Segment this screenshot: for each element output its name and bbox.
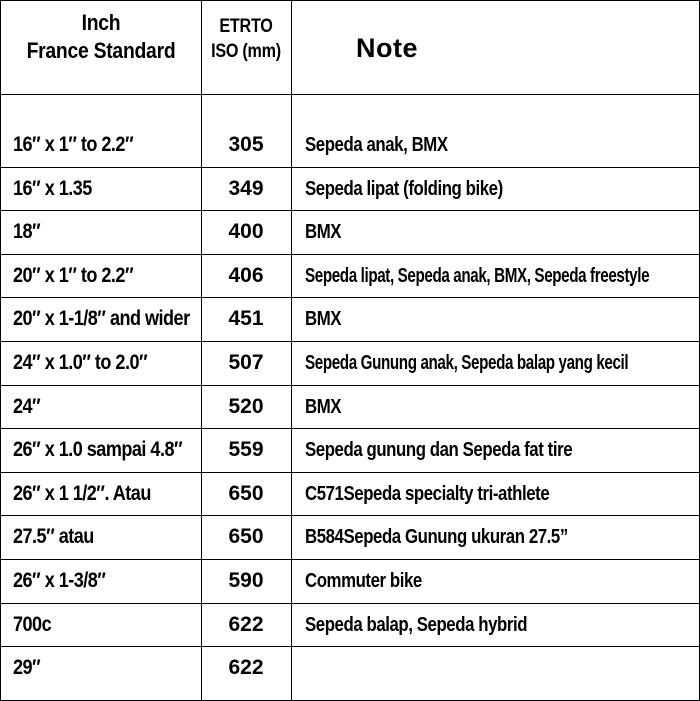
row-divider: [1, 167, 699, 168]
etrto-iso-mm: 406: [228, 264, 264, 287]
table-row: [1, 472, 699, 516]
table-row: [1, 167, 699, 211]
etrto-iso-mm: 305: [228, 133, 264, 156]
tire-size-inch: 24″ x 1.0″ to 2.0″: [13, 351, 148, 374]
tire-size-inch: 24″: [13, 395, 41, 418]
tire-note: [305, 646, 691, 690]
tire-size-inch: 18″: [13, 220, 41, 243]
tire-size-inch: 26″ x 1.0 sampai 4.8″: [13, 438, 183, 461]
header-etrto: ETRTO: [219, 16, 273, 37]
tire-note: Sepeda balap, Sepeda hybrid: [305, 614, 528, 636]
etrto-iso-mm: 650: [228, 525, 264, 548]
table-row: [1, 254, 699, 298]
row-divider: [1, 428, 699, 429]
tire-size-inch: 29″: [13, 656, 41, 679]
table-row: [1, 123, 699, 167]
header-iso-mm: ISO (mm): [211, 41, 281, 62]
etrto-iso-mm: 400: [228, 220, 264, 243]
etrto-iso-mm: 349: [228, 177, 264, 200]
tire-note: Commuter bike: [305, 570, 422, 592]
table-row: [1, 515, 699, 559]
tire-note: Sepeda lipat, Sepeda anak, BMX, Sepeda freestyle: [305, 265, 650, 287]
header-etrto-iso: [208, 14, 285, 64]
row-divider: [1, 515, 699, 516]
tire-size-inch: 26″ x 1-3/8″: [13, 569, 106, 592]
row-divider: [1, 472, 699, 473]
table-row: [1, 210, 699, 254]
row-divider: [1, 603, 699, 604]
etrto-iso-mm: 622: [228, 656, 264, 679]
table-row: [1, 428, 699, 472]
tire-size-inch: 27.5″ atau: [13, 525, 94, 548]
tire-note: Sepeda Gunung anak, Sepeda balap yang kecil: [305, 352, 629, 374]
tire-note: Sepeda anak, BMX: [305, 134, 448, 156]
header-note: Note: [356, 33, 418, 63]
header-france-standard: France Standard: [26, 38, 176, 63]
tire-note: BMX: [305, 308, 342, 330]
etrto-iso-mm: 590: [228, 569, 264, 592]
header-divider: [1, 94, 699, 95]
table-row: [1, 646, 699, 690]
table-row: [1, 297, 699, 341]
table-row: [1, 341, 699, 385]
row-divider: [1, 297, 699, 298]
table-row: [1, 603, 699, 647]
tire-size-inch: 20″ x 1″ to 2.2″: [13, 264, 134, 287]
etrto-iso-mm: 650: [228, 482, 264, 505]
row-divider: [1, 341, 699, 342]
row-divider: [1, 646, 699, 647]
tire-size-inch: 700c: [13, 613, 52, 636]
etrto-iso-mm: 559: [228, 438, 264, 461]
tire-note: Sepeda gunung dan Sepeda fat tire: [305, 439, 573, 461]
tire-size-inch: 26″ x 1 1/2″. Atau: [13, 482, 151, 505]
tire-note: Sepeda lipat (folding bike): [305, 178, 503, 200]
etrto-iso-mm: 520: [228, 395, 264, 418]
etrto-iso-mm: 507: [228, 351, 264, 374]
tire-size-inch: 16″ x 1″ to 2.2″: [13, 133, 134, 156]
row-divider: [1, 210, 699, 211]
tire-note: BMX: [305, 396, 342, 418]
tire-size-inch: 20″ x 1-1/8″ and wider: [13, 307, 190, 330]
row-divider: [1, 559, 699, 560]
tire-note: C571Sepeda specialty tri-athlete: [305, 483, 550, 505]
tire-note: B584Sepeda Gunung ukuran 27.5”: [305, 526, 568, 548]
row-divider: [1, 254, 699, 255]
row-divider: [1, 385, 699, 386]
etrto-iso-mm: 451: [228, 307, 264, 330]
tire-note: BMX: [305, 221, 342, 243]
table-row: [1, 385, 699, 429]
etrto-iso-mm: 622: [228, 613, 264, 636]
tire-size-inch: 16″ x 1.35: [13, 177, 92, 200]
header-inch: Inch: [81, 10, 121, 35]
header-inch-france-standard: [13, 9, 189, 65]
table-row: [1, 559, 699, 603]
